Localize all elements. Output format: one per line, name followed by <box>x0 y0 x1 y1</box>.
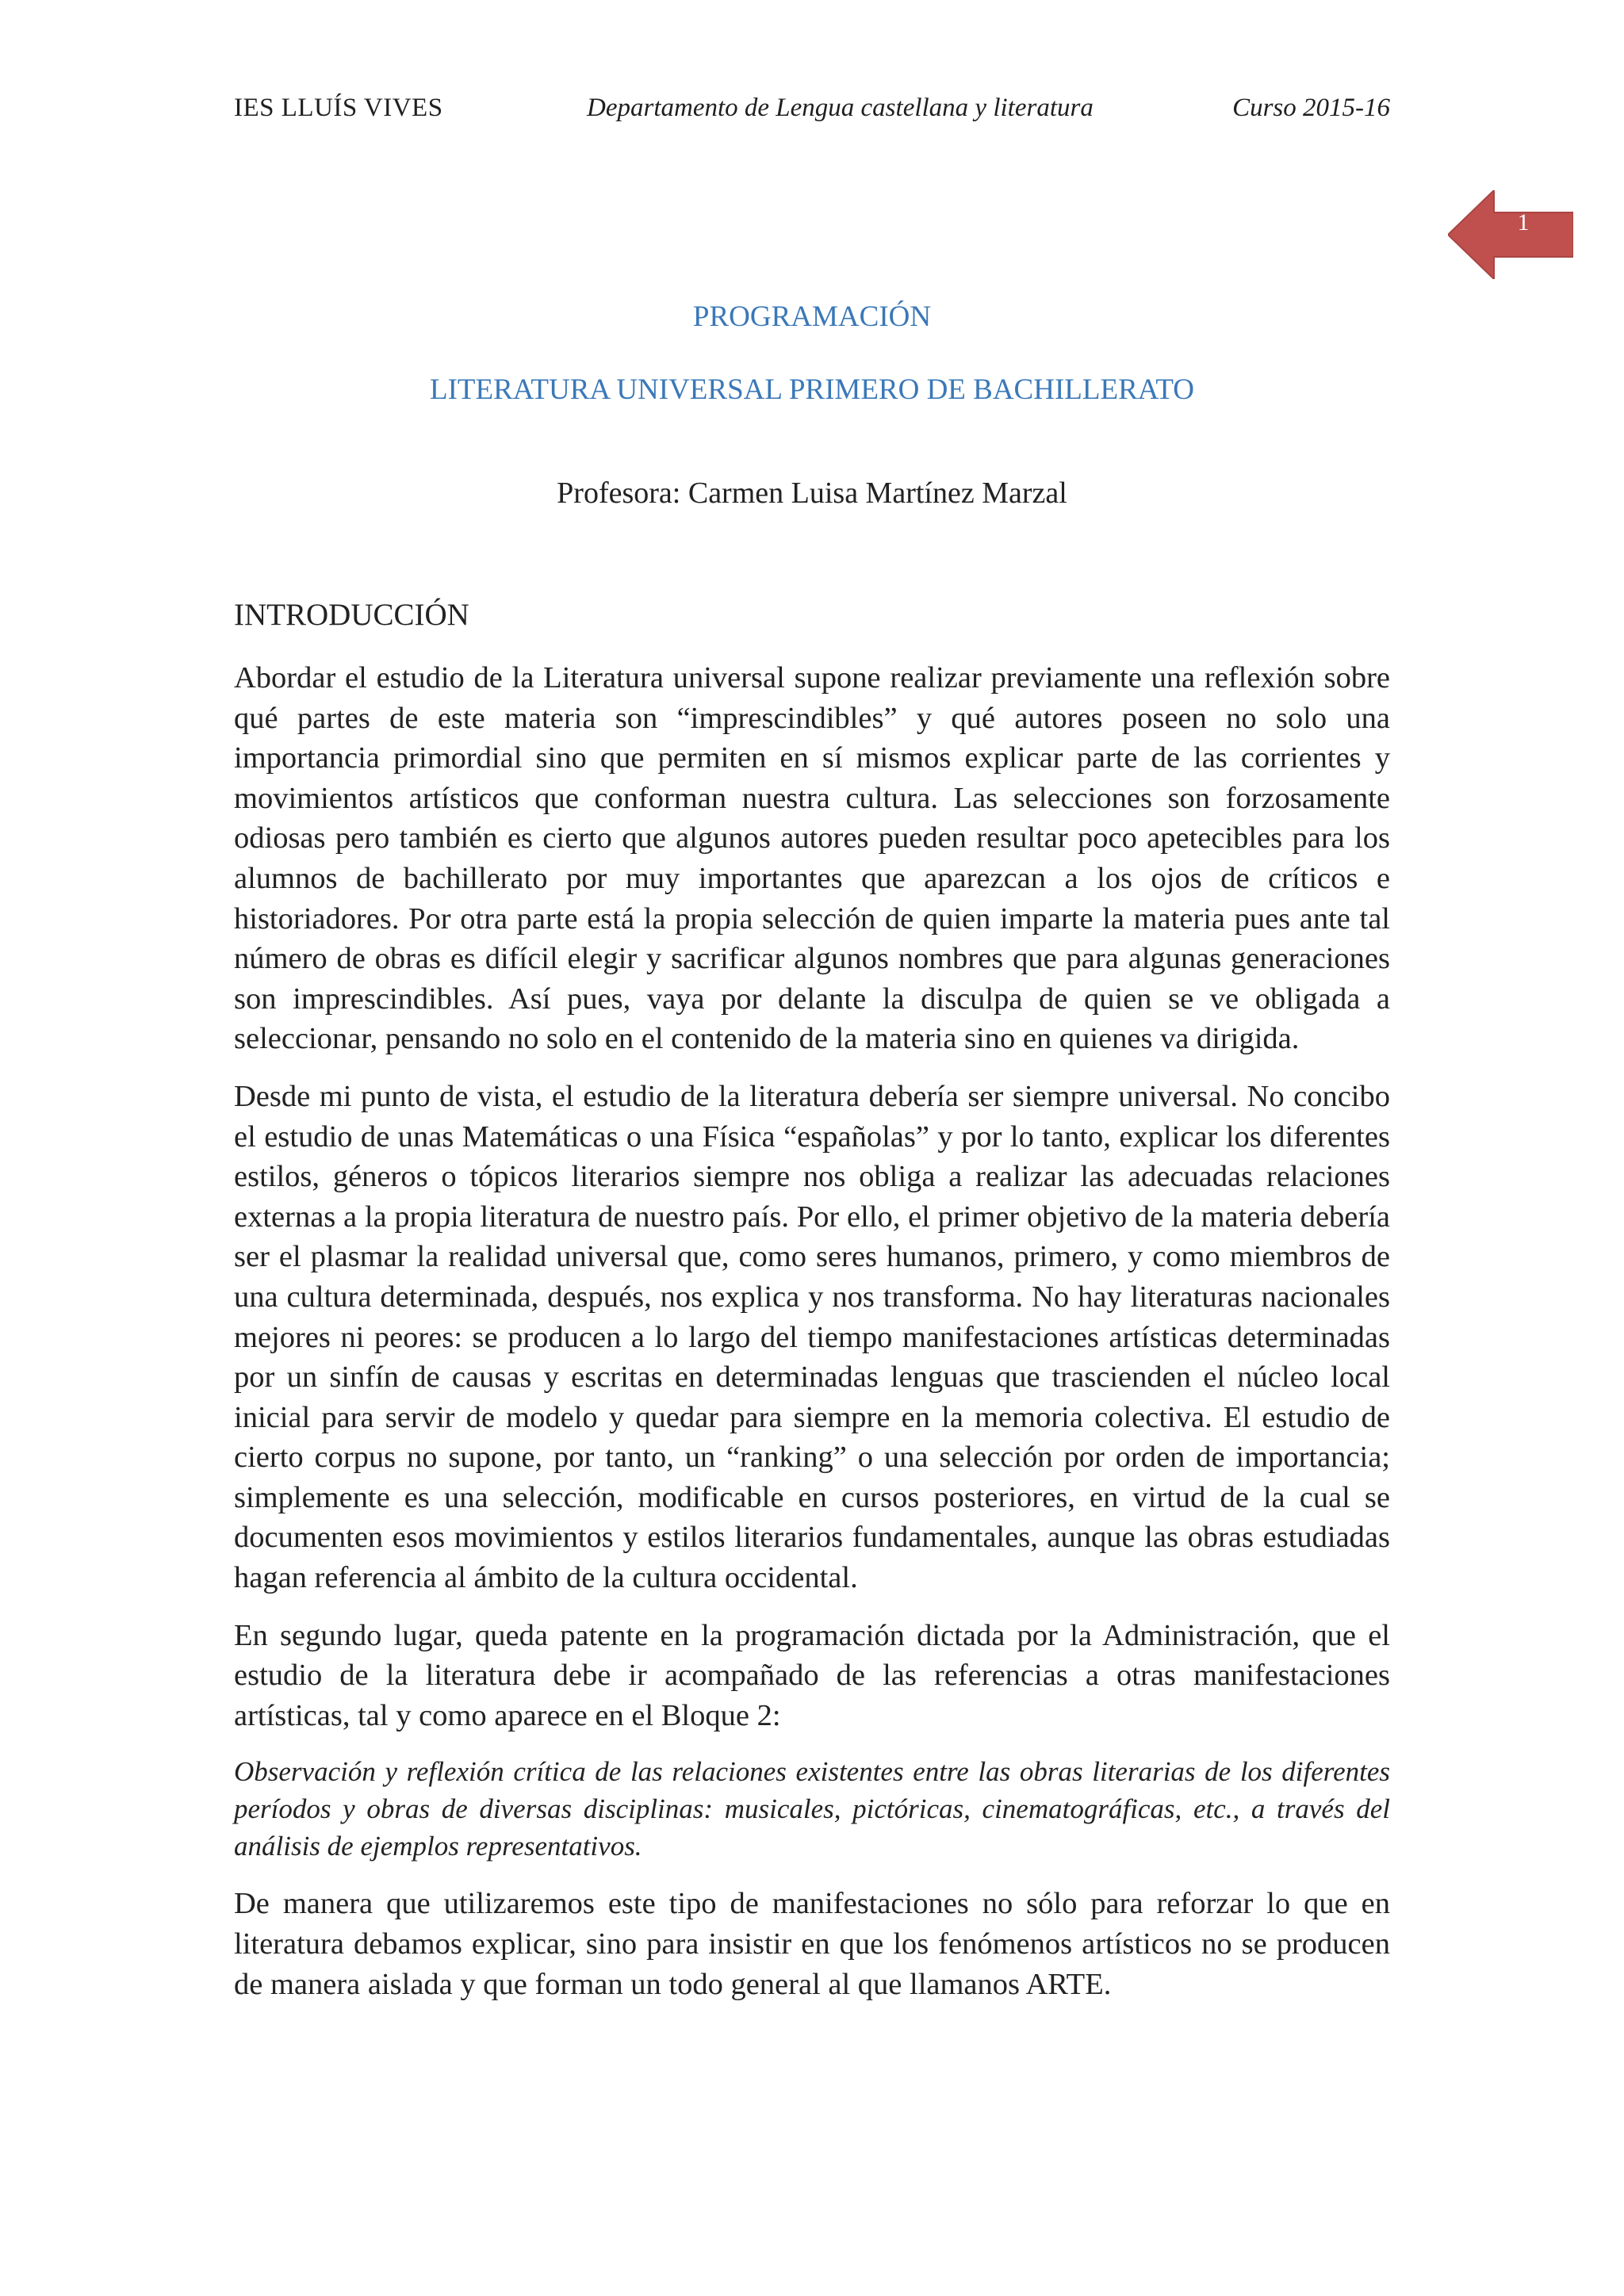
teacher-name: Profesora: Carmen Luisa Martínez Marzal <box>557 476 1067 510</box>
block-quote: Observación y reflexión crítica de las relaciones existentes entre las obras literarias de los diferentes períodos y obras de diversas disciplinas: musicales, pictóricas, cinematográficas, etc., a través del análisis de ejemplos representativos. <box>234 1756 1390 1862</box>
document-subtitle: LITERATURA UNIVERSAL PRIMERO DE BACHILLERATO <box>429 373 1195 406</box>
section-heading: INTRODUCCIÓN <box>234 598 469 632</box>
paragraph: Abordar el estudio de la Literatura universal supone realizar previamente una reflexión sobre qué partes de este materia son “imprescindibles” y qué autores poseen no solo una importancia primordial sino que permiten en sí mismos explicar parte de las corrientes y movimientos artísticos que conforman nuestra cultura. Las selecciones son forzosamente odiosas pero también es cierto que algunos autores pueden resultar poco apetecibles para los alumnos de bachillerato por muy importantes que aparezcan a los ojos de críticos e historiadores. Por otra parte está la propia selección de quien imparte la materia pues ante tal número de obras es difícil elegir y sacrificar algunos nombres que para algunas generaciones son imprescindibles. Así pues, vaya por delante la disculpa de quien se ve obligada a seleccionar, pensando no solo en el contenido de la materia sino en quienes va dirigida. <box>234 661 1390 1056</box>
header-school: IES LLUÍS VIVES <box>234 94 443 122</box>
page-header <box>234 94 1390 141</box>
body-text <box>234 658 1390 2022</box>
header-department: Departamento de Lengua castellana y literatura <box>587 94 1094 122</box>
document-title: PROGRAMACIÓN <box>692 300 932 333</box>
paragraph: En segundo lugar, queda patente en la programación dictada por la Administración, que el estudio de la literatura debe ir acompañado de las referencias a otras manifestaciones artísticas, tal y como aparece en el Bloque 2: <box>234 1618 1390 1732</box>
page-number-marker <box>1448 190 1573 279</box>
header-course: Curso 2015-16 <box>1232 94 1390 122</box>
page-number: 1 <box>1517 209 1530 235</box>
closing-paragraph: De manera que utilizaremos este tipo de manifestaciones no sólo para reforzar lo que en literatura debamos explicar, sino para insistir en que los fenómenos artísticos no se producen de manera aislada y que forman un todo general al que llamanos ARTE. <box>234 1887 1390 2001</box>
paragraph: Desde mi punto de vista, el estudio de la literatura debería ser siempre universal. No concibo el estudio de unas Matemáticas o una Física “españolas” y por lo tanto, explicar los diferentes estilos, géneros o tópicos literarios siempre nos obliga a realizar las adecuadas relaciones externas a la propia literatura de nuestro país. Por ello, el primer objetivo de la materia debería ser el plasmar la realidad universal que, como seres humanos, primero, y como miembros de una cultura determinada, después, nos explica y nos transforma. No hay literaturas nacionales mejores ni peores: se producen a lo largo del tiempo manifestaciones artísticas determinadas por un sinfín de causas y escritas en determinadas lenguas que trascienden el núcleo local inicial para servir de modelo y quedar para siempre en la memoria colectiva. El estudio de cierto corpus no supone, por tanto, un “ranking” o una selección por orden de importancia; simplemente es una selección, modificable en cursos posteriores, en virtud de la cual se documenten esos movimientos y estilos literarios fundamentales, aunque las obras estudiadas hagan referencia al ámbito de la cultura occidental. <box>234 1079 1390 1595</box>
